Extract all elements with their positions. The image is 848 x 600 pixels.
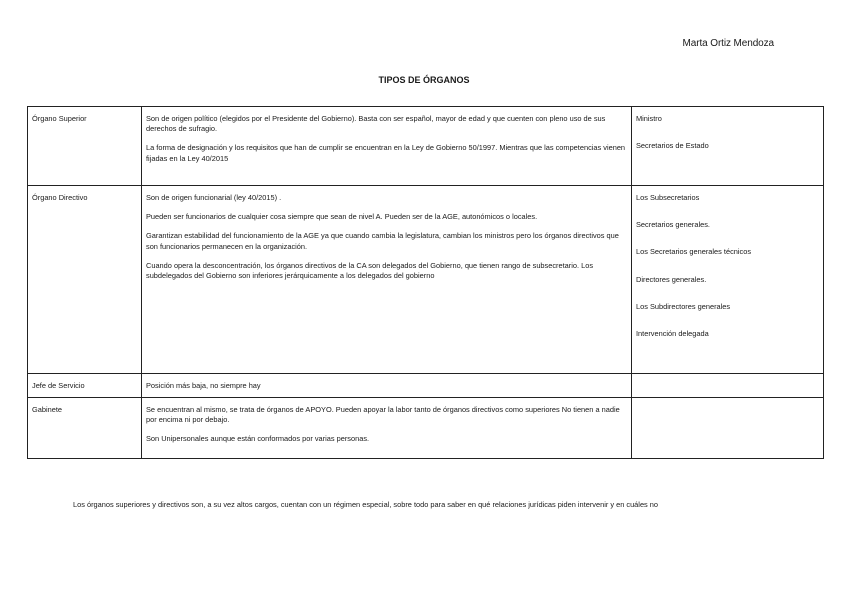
- page-title: TIPOS DE ÓRGANOS: [378, 75, 470, 85]
- table-row: [28, 186, 824, 374]
- member-item: Los Subdirectores generales: [636, 301, 731, 311]
- description-paragraph: Cuando opera la desconcentración, los órganos directivos de la CA son delegados del Gobierno, que tienen rango de subsecretario. Los subdelegados del Gobierno son inferiores jerárquicamente a los delegados del gobierno: [146, 260, 594, 281]
- footnote: Los órganos superiores y directivos son, a su vez altos cargos, cuentan con un régimen especial, sobre todo para saber en qué relaciones jurídicas piden intervenir y en cuáles no: [73, 500, 659, 509]
- members-cell: [632, 374, 824, 398]
- member-item: Directores generales.: [636, 274, 707, 284]
- table-row: [28, 374, 824, 398]
- table-row: [28, 398, 824, 459]
- description-paragraph: Posición más baja, no siempre hay: [146, 381, 261, 390]
- member-item: Los Subsecretarios: [636, 193, 700, 202]
- description-paragraph: Son de origen funcionarial (ley 40/2015) .: [146, 193, 282, 202]
- organ-type-cell: Órgano Directivo: [28, 186, 142, 374]
- member-item: Secretarios generales.: [636, 220, 710, 230]
- organ-type-cell: Gabinete: [28, 398, 142, 459]
- organ-type-cell: Jefe de Servicio: [28, 374, 142, 398]
- members-cell: [632, 186, 824, 374]
- organ-type-cell: Órgano Superior: [28, 107, 142, 186]
- description-paragraph: Son de origen político (elegidos por el Presidente del Gobierno). Basta con ser español, mayor de edad y que cuenten con pleno uso de sus derechos de sufragio.: [146, 114, 606, 134]
- member-item: Los Secretarios generales técnicos: [636, 247, 752, 257]
- members-cell: [632, 107, 824, 186]
- table-row: [28, 107, 824, 186]
- description-cell: [142, 107, 632, 186]
- author-name: Marta Ortiz Mendoza: [682, 38, 774, 49]
- description-paragraph: Son Unipersonales aunque están conformados por varias personas.: [146, 434, 370, 444]
- description-cell: [142, 186, 632, 374]
- description-paragraph: Garantizan estabilidad del funcionamiento de la AGE ya que cuando cambia la legislatura, cambian los ministros pero los órganos directivos que son funcionarios permanecen en la organización.: [146, 231, 619, 251]
- description-cell: [142, 374, 632, 398]
- description-paragraph: La forma de designación y los requisitos que han de cumplir se encuentran en la Ley de Gobierno 50/1997. Mientras que las competencias vienen fijadas en la Ley 40/2015: [146, 143, 626, 163]
- organ-types-table: [27, 106, 824, 459]
- member-item: Ministro: [636, 114, 662, 123]
- member-item: Secretarios de Estado: [636, 141, 709, 151]
- member-item: Intervención delegada: [636, 329, 709, 339]
- description-cell: [142, 398, 632, 459]
- description-paragraph: Pueden ser funcionarios de cualquier cosa siempre que sean de nivel A. Pueden ser de la AGE, autonómicos o locales.: [146, 212, 538, 222]
- members-cell: [632, 398, 824, 459]
- description-paragraph: Se encuentran al mismo, se trata de órganos de APOYO. Pueden apoyar la labor tanto de órganos directivos como superiores No tienen a nadie por encima ni por debajo.: [146, 405, 620, 425]
